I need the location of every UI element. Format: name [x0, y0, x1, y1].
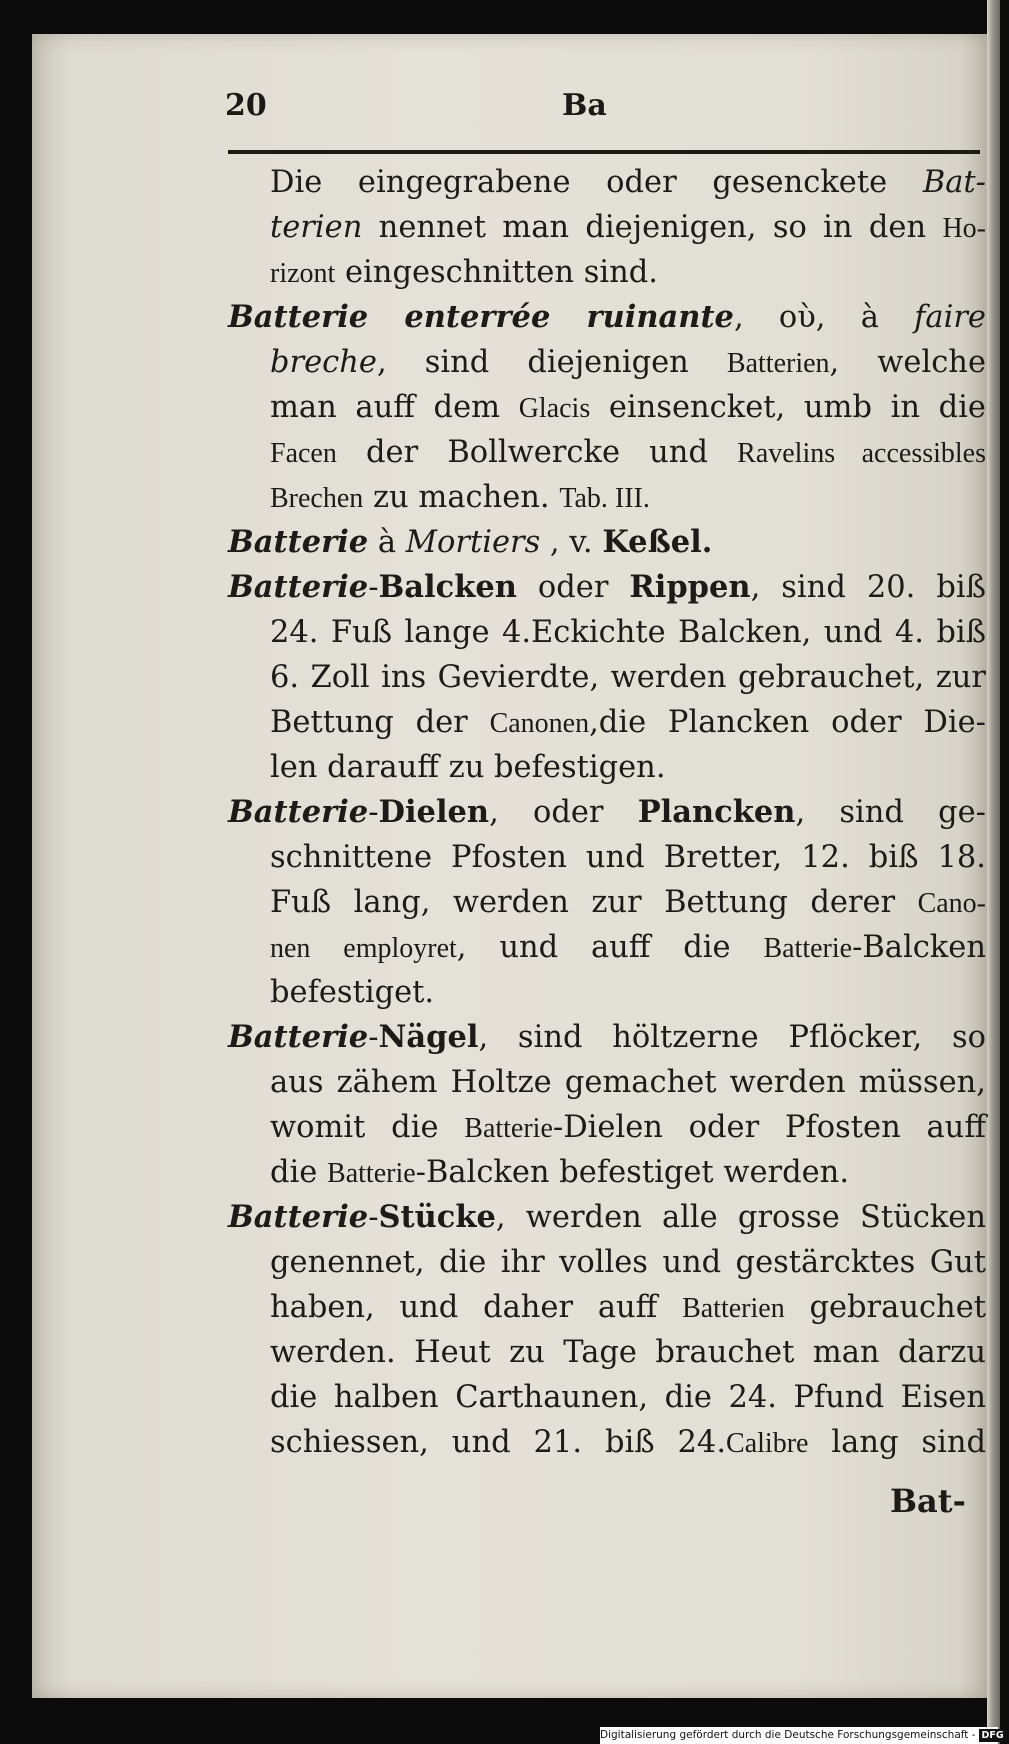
text-segment: , werden alle grosse Stücken	[495, 1200, 986, 1235]
text-segment: , sind diejenigen	[376, 345, 727, 380]
text-segment: Calibre	[726, 1428, 809, 1459]
text-segment: -	[368, 570, 379, 605]
text-segment: , welche	[829, 345, 986, 380]
text-segment: 6. Zoll ins Gevierdte, werden gebrauchet, zur	[270, 660, 986, 695]
text-segment: schiessen, und 21. biß 24.	[270, 1425, 727, 1460]
page-edge	[987, 0, 1000, 1744]
text-line	[228, 925, 986, 970]
header-rule	[228, 150, 980, 154]
text-line	[228, 1375, 986, 1420]
text-line	[228, 1060, 986, 1105]
text-segment: Ho-	[942, 213, 986, 244]
text-segment: befestiget.	[270, 975, 435, 1010]
text-line	[228, 340, 986, 385]
dfg-logo: DFG	[979, 1729, 1007, 1742]
text-line	[228, 610, 986, 655]
text-line	[228, 430, 986, 475]
page-number: 20	[225, 88, 267, 123]
text-segment: 24. Fuß lange 4.Eckichte Balcken, und 4. biß	[270, 615, 986, 650]
text-line	[228, 790, 986, 835]
text-segment: Glacis	[518, 393, 591, 424]
text-segment: -Balcken	[852, 930, 986, 965]
text-line	[228, 1420, 986, 1465]
text-line	[228, 1330, 986, 1375]
entry-headword: Batterie	[228, 524, 369, 560]
text-segment: man auff dem	[270, 390, 519, 425]
text-line	[228, 250, 986, 295]
text-segment: nennet man diejenigen, so in den	[362, 210, 943, 245]
text-segment: Bettung der	[270, 705, 490, 740]
text-segment: Canonen	[489, 708, 590, 739]
text-segment: eingeschnitten sind.	[335, 255, 658, 290]
text-segment: , v.	[540, 525, 603, 560]
text-line	[228, 1105, 986, 1150]
text-segment: Batterie	[327, 1158, 416, 1189]
text-segment: Facen	[270, 438, 337, 469]
catchword: Bat-	[890, 1482, 966, 1520]
text-segment: faire	[914, 300, 986, 335]
text-segment: Tab. III.	[559, 483, 650, 514]
text-segment: Bat-	[922, 165, 986, 200]
text-segment: len darauff zu befestigen.	[270, 750, 666, 785]
text-segment: ,die Plancken oder Die-	[589, 705, 986, 740]
digitization-footer	[600, 1727, 1004, 1744]
text-segment: Brechen	[270, 483, 364, 514]
text-segment: oder	[516, 570, 630, 605]
text-segment: -	[368, 795, 379, 830]
entry-headword: Batterie	[228, 1199, 369, 1235]
text-line	[228, 520, 986, 565]
text-line	[228, 970, 986, 1015]
text-segment: genennet, die ihr volles und gestärcktes Gut	[270, 1245, 986, 1280]
entry-headword: Batterie enterrée ruinante	[228, 299, 734, 335]
body-text	[228, 160, 986, 1465]
text-line	[228, 700, 986, 745]
text-segment: Batterie	[763, 933, 853, 964]
text-line	[228, 745, 986, 790]
text-segment: aus zähem Holtze gemachet werden müssen,	[270, 1065, 986, 1100]
text-segment: Batterien	[682, 1293, 785, 1324]
text-segment: , sind ge-	[795, 795, 986, 830]
running-head: Ba	[562, 88, 607, 123]
text-segment: à	[368, 525, 406, 560]
text-segment: , sind 20. biß	[750, 570, 986, 605]
text-segment: -	[368, 1200, 379, 1235]
text-line	[228, 835, 986, 880]
text-segment: , sind höltzerne Pflöcker, so	[478, 1020, 986, 1055]
text-segment: employret	[343, 933, 457, 964]
text-segment: womit die	[270, 1110, 465, 1145]
text-segment: Dielen	[378, 794, 490, 830]
text-segment	[310, 930, 343, 965]
text-segment: die halben Carthaunen, die 24. Pfund Eisen	[270, 1380, 986, 1415]
text-segment: die	[270, 1155, 328, 1190]
text-segment: -Balcken befestiget werden.	[415, 1155, 850, 1190]
text-line	[228, 655, 986, 700]
text-line	[228, 205, 986, 250]
text-segment: , oὺ, à	[733, 300, 915, 335]
text-segment: zu machen.	[363, 480, 560, 515]
text-segment: lang sind	[808, 1425, 986, 1460]
text-segment: gebrauchet	[784, 1290, 987, 1325]
text-segment: Keßel.	[602, 524, 713, 560]
entry-headword: Batterie	[228, 794, 369, 830]
text-segment: Mortiers	[405, 525, 541, 560]
text-segment: -	[368, 1020, 379, 1055]
text-segment: Cano-	[917, 888, 986, 919]
text-segment: Die eingegrabene oder gesenckete	[270, 165, 923, 200]
text-segment: terien	[270, 210, 363, 245]
text-line	[228, 1015, 986, 1060]
text-segment: Balcken	[378, 569, 517, 605]
text-segment: einsencket, umb in die	[590, 390, 986, 425]
text-line	[228, 160, 986, 205]
text-line	[228, 1285, 986, 1330]
text-segment: nen	[270, 933, 311, 964]
entry-headword: Batterie	[228, 569, 369, 605]
text-segment: Batterien	[726, 348, 830, 379]
text-segment: haben, und daher auff	[270, 1290, 683, 1325]
text-segment: werden. Heut zu Tage brauchet man darzu	[270, 1335, 986, 1370]
text-segment: , oder	[489, 795, 638, 830]
page-header	[220, 88, 980, 128]
text-segment: der Bollwercke und	[336, 435, 738, 470]
text-segment: Rippen	[629, 569, 751, 605]
text-segment: Ravelins accessibles	[737, 438, 986, 469]
text-segment: rizont	[270, 258, 336, 289]
text-segment: Fuß lang, werden zur Bettung derer	[270, 885, 918, 920]
text-line	[228, 1150, 986, 1195]
text-line	[228, 880, 986, 925]
text-segment: -Dielen oder Pfosten auff	[552, 1110, 986, 1145]
text-line	[228, 385, 986, 430]
text-segment: breche	[270, 345, 377, 380]
text-line	[228, 1240, 986, 1285]
entry-headword: Batterie	[228, 1019, 369, 1055]
text-segment: Stücke	[378, 1199, 496, 1235]
text-segment: , und auff die	[456, 930, 764, 965]
footer-text: Digitalisierung gefördert durch die Deutsche Forschungsgemeinschaft -	[600, 1729, 976, 1741]
text-line	[228, 295, 986, 340]
text-segment: Nägel	[378, 1019, 479, 1055]
text-segment: Plancken	[637, 794, 796, 830]
text-segment: Batterie	[464, 1113, 553, 1144]
text-line	[228, 1195, 986, 1240]
text-line	[228, 475, 986, 520]
text-line	[228, 565, 986, 610]
text-segment: schnittene Pfosten und Bretter, 12. biß 18.	[270, 840, 986, 875]
